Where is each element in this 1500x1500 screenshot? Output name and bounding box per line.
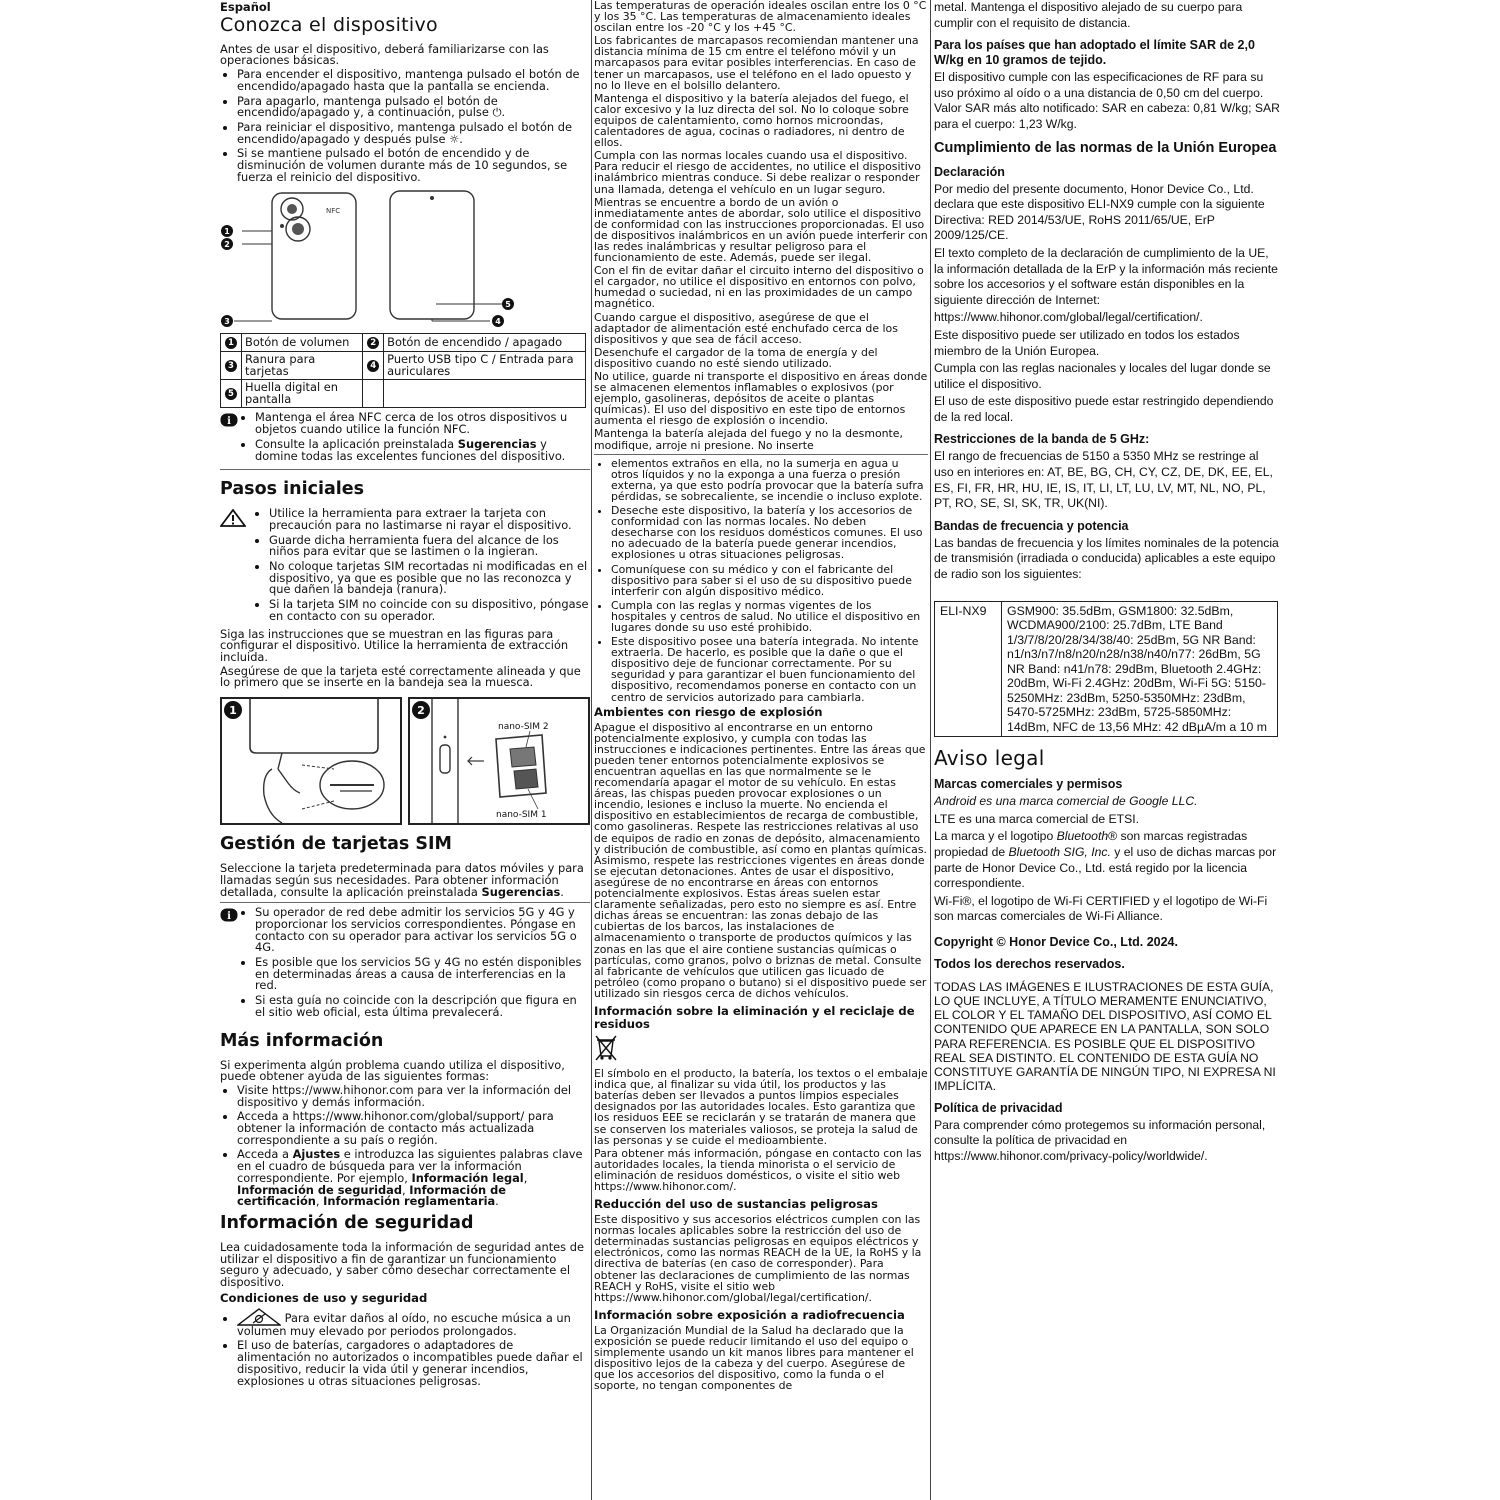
heading-rf-exposure: Información sobre exposición a radiofrecuencia <box>594 1307 905 1322</box>
intro-text: Antes de usar el dispositivo, deberá familiarizarse con las operaciones básicas. <box>220 41 549 68</box>
heading-hazardous: Reducción del uso de sustancias peligrosas <box>594 1197 878 1212</box>
paragraph: LTE es una marca comercial de ETSI. <box>934 811 1140 826</box>
step-1-illustration <box>222 699 400 823</box>
legend-number: 4 <box>367 360 379 372</box>
heading-5ghz: Restricciones de la banda de 5 GHz: <box>934 432 1150 447</box>
svg-text:i: i <box>227 911 231 923</box>
note-box <box>220 907 590 1021</box>
warning-box <box>220 508 590 625</box>
list-item: • Deseche este dispositivo, la batería y los accesorios de conformidad con las normas locales. No deben desecharse con los residuos domésticos comunes. El uso no adecuado de la batería puede generar incendios, explosiones u otras situaciones peligrosas. <box>611 505 928 560</box>
safety-list <box>594 458 928 703</box>
heading-legal-notice: Aviso legal <box>934 746 1045 771</box>
paragraph: Cumpla con las normas locales cuando usa el dispositivo. Para reducir el riesgo de accidentes, no utilice el dispositivo inalámbrico mientras conduce. Si debe realizar o responder una llamada, detenga el vehículo en un lugar seguro. <box>594 149 921 196</box>
conditions-list <box>220 1308 590 1388</box>
svg-text:1: 1 <box>224 227 230 237</box>
paragraph: Android es una marca comercial de Google LLC. <box>934 794 1198 809</box>
paragraph: El símbolo en el producto, la batería, los textos o el embalaje indica que, al finalizar su vida útil, los productos y las baterías deben ser llevados a puntos limpios especiales designados por las autoridades locales. Esto garantiza que los residuos EEE se reciclarán y se tratarán de manera que se conserven los materiales valiosos, se proteja la salud de las personas y se cuide el medioambiente. <box>594 1067 928 1147</box>
heading-know-device: Conozca el dispositivo <box>220 13 438 36</box>
paragraph: Cumpla con las reglas nacionales y locales del lugar donde se utilice el dispositivo. <box>934 361 1271 391</box>
heading-eu-compliance: Cumplimiento de las normas de la Unión Europea <box>934 139 1277 156</box>
table-row <box>221 334 586 352</box>
table-cell: Puerto USB tipo C / Entrada para auriculares <box>384 352 586 380</box>
heading-privacy: Política de privacidad <box>934 1100 1063 1115</box>
table-cell: Botón de encendido / apagado <box>384 334 586 352</box>
list-item: • Visite https://www.hihonor.com para ver la información del dispositivo y demás información. <box>237 1085 590 1108</box>
legend-number: 3 <box>225 360 237 372</box>
list-item: • No coloque tarjetas SIM recortadas ni modificadas en el dispositivo, ya que es posible que no las reconozca y que dañen la bandeja (ranura). <box>269 561 590 596</box>
step-1-frame <box>220 697 402 825</box>
heading-sar: Para los países que han adoptado el límite SAR de 2,0 W/kg en 10 gramos de tejido. <box>934 38 1255 68</box>
paragraph: Con el fin de evitar dañar el circuito interno del dispositivo o el cargador, no utilice el dispositivo en entornos con polvo, humedad o suciedad, ni en las proximidades de un campo magnético. <box>594 264 924 311</box>
bands-cell: GSM900: 35.5dBm, GSM1800: 32.5dBm, WCDMA900/2100: 25.7dBm, LTE Band 1/3/7/8/20/28/34/38/40: 25dBm, 5G NR Band: n1/n3/n7/n8/n20/n28/n38/n40/n77: 26dBm, 5G NR Band: n41/n78: 29dBm, Bluetooth 2.4GHz: 20dBm, Wi-Fi 2.4GHz: 20dBm, Wi-Fi 5G: 5150-5250MHz: 23dBm, 5250-5350MHz: 23dBm, 5470-5725MHz: 23dBm, 5725-5850MHz: 14dBm, NFC de 13,56 MHz: 42 dBµA/m a 10 m <box>1002 601 1278 737</box>
language-label: Español <box>220 0 271 14</box>
column-divider <box>930 0 931 1500</box>
list-item: • Guarde dicha herramienta fuera del alcance de los niños para evitar que se lastimen o la ingieran. <box>269 535 590 558</box>
paragraph: El uso de este dispositivo puede estar restringido dependiendo de la red local. <box>934 394 1274 424</box>
legend-number: 1 <box>225 337 237 349</box>
list-item: • Si la tarjeta SIM no coincide con su dispositivo, póngase en contacto con su operador. <box>269 599 590 622</box>
heading-conditions: Condiciones de uso y seguridad <box>220 1290 428 1305</box>
heading-sim-management: Gestión de tarjetas SIM <box>220 834 452 855</box>
column-divider <box>591 0 592 1500</box>
list-item <box>237 1308 590 1338</box>
table-row <box>935 601 1278 737</box>
list-item: • Consulte la aplicación preinstalada Sugerencias y domine todas las excelentes funciones del dispositivo. <box>255 439 590 462</box>
section-divider <box>594 454 928 455</box>
paragraph: Para obtener más información, póngase en contacto con las autoridades locales, la tienda minorista o el servicio de eliminación de residuos domésticos, o visite el sitio web https://www.hihonor.com/. <box>594 1146 922 1193</box>
paragraph: Las temperaturas de operación ideales oscilan entre los 0 °C y los 35 °C. Las temperaturas de almacenamiento ideales oscilan entre los -20 °C y los +45 °C. <box>594 0 927 35</box>
paragraph: Lea cuidadosamente toda la información de seguridad antes de utilizar el dispositivo a fin de garantizar un funcionamiento seguro y adecuado, y saber cómo desechar correctamente el dispositivo. <box>220 1239 584 1290</box>
heading-declaration: Declaración <box>934 164 1005 179</box>
heading-explosion: Ambientes con riesgo de explosión <box>594 704 823 719</box>
note-icon <box>220 907 240 1021</box>
column-3 <box>934 0 1280 1500</box>
step-2-frame <box>408 697 590 825</box>
nano-sim-2-label: nano-SIM 2 <box>498 722 549 733</box>
note-icon <box>220 412 240 465</box>
know-list <box>220 69 590 183</box>
disclaimer-paragraph: TODAS LAS IMÁGENES E ILUSTRACIONES DE ESTA GUÍA, LO QUE INCLUYE, A TÍTULO MERAMENTE ENUNCIATIVO, EL COLOR Y EL TAMAÑO DEL DISPOSITIVO, ASÍ COMO EL CONTENIDO QUE APARECE EN LA PANTALLA, SON SOLO PARA REFERENCIA. ES POSIBLE QUE EL DISPOSITIVO REAL SEA DISTINTO. EL CONTENIDO DE ESTA GUÍA NO CONSTITUYE GARANTÍA DE NINGÚN TIPO, NI EXPRESA NI IMPLÍCITA. <box>934 979 1276 1094</box>
list-item: • Para encender el dispositivo, mantenga pulsado el botón de encendido/apagado hasta que la pantalla se encienda. <box>237 69 590 92</box>
svg-text:2: 2 <box>224 240 230 250</box>
list-item: • Mantenga el área NFC cerca de los otros dispositivos u objetos cuando utilice la función NFC. <box>255 412 590 435</box>
paragraph: La marca y el logotipo Bluetooth® son marcas registradas propiedad de Bluetooth SIG, Inc. y el uso de dichas marcas por parte de Honor Device Co., Ltd. está regido por la licencia correspondiente. <box>934 829 1277 891</box>
model-cell: ELI-NX9 <box>935 601 1002 737</box>
legend-number: 5 <box>225 388 237 400</box>
more-list <box>220 1082 590 1209</box>
rights-line: Todos los derechos reservados. <box>934 956 1125 971</box>
svg-text:2: 2 <box>417 704 425 718</box>
sim-install-figure <box>220 697 590 825</box>
paragraph: La Organización Mundial de la Salud ha declarado que la exposición se puede reducir limitando el uso del equipo o simplemente usando un kit manos libres para mantener el dispositivo lejos de la cabeza y del cuerpo. Asegúrese de que los accesorios del dispositivo, como la funda o el soporte, no tengan componentes de <box>594 1323 914 1393</box>
list-item: • Comuníquese con su médico y con el fabricante del dispositivo para saber si el uso de su dispositivo puede interferir con algún dispositivo médico. <box>611 564 928 597</box>
warning-icon <box>220 508 254 625</box>
table-row <box>221 352 586 380</box>
nfc-label: NFC <box>326 207 341 216</box>
paragraph: Mantenga el dispositivo y la batería alejados del fuego, el calor excesivo y la luz directa del sol. No lo coloque sobre equipos de calentamiento, como hornos microondas, calentadores de agua, cocinas o radiadores, ni dentro de ellos. <box>594 91 909 150</box>
table-cell <box>384 380 586 408</box>
certification-url: https://www.hihonor.com/global/legal/certification/. <box>934 310 1203 325</box>
list-item: • Acceda a Ajustes e introduzca las siguientes palabras clave en el cuadro de búsqueda para ver la información correspondiente. Por ejemplo, Información legal, Información de seguridad, Información de certificación, Información reglamentaria. <box>237 1149 590 1208</box>
nano-sim-1-label: nano-SIM 1 <box>496 810 547 821</box>
svg-text:1: 1 <box>229 704 237 718</box>
list-item: • El uso de baterías, cargadores o adaptadores de alimentación no autorizados o incompatibles puede dañar el dispositivo, reducir la vida útil y generar incendios, explosiones u otras situaciones peligrosas. <box>237 1340 590 1387</box>
device-illustration <box>220 189 580 329</box>
paragraph: El rango de frecuencias de 5150 a 5350 MHz se restringe al uso en interiores en: AT, BE, BG, CH, CY, CZ, DE, DK, EE, EL, ES, FI, FR, HR, HU, IE, IS, IT, LI, LT, LU, LV, MT, NL, NO, PL, PT, RO, SE, SI, SK, TR, UK(NI). <box>934 449 1273 511</box>
list-item: • Su operador de red debe admitir los servicios 5G y 4G y proporcionar los servicios correspondientes. Póngase en contacto con su operador para activar los servicios 5G o 4G. <box>255 907 590 954</box>
paragraph: Mantenga la batería alejada del fuego y no la desmonte, modifique, arroje ni presione. No inserte <box>594 427 903 452</box>
list-item: • Acceda a https://www.hihonor.com/global/support/ para obtener la información de contacto más actualizada correspondiente a su país o región. <box>237 1111 590 1146</box>
paragraph: Cuando cargue el dispositivo, asegúrese de que el adaptador de alimentación esté enchufado cerca de los dispositivos y que sea de fácil acceso. <box>594 310 898 346</box>
note-box <box>220 412 590 465</box>
device-figure <box>220 189 580 329</box>
list-item: • Si esta guía no coincide con la descripción que figura en el sitio web oficial, esta última prevalecerá. <box>255 995 590 1018</box>
paragraph: Siga las instrucciones que se muestran en las figuras para configurar el dispositivo. Utilice la herramienta de extracción incluida. <box>220 626 569 664</box>
table-cell: Botón de volumen <box>242 334 363 352</box>
paragraph: Por medio del presente documento, Honor Device Co., Ltd. declara que este dispositivo ELI-NX9 cumple con la siguiente Directiva: RED 2014/53/UE, RoHS 2011/65/UE, ErP 2009/125/CE. <box>934 181 1265 243</box>
paragraph: Si experimenta algún problema cuando utiliza el dispositivo, puede obtener ayuda de las siguientes formas: <box>220 1057 565 1084</box>
paragraph: metal. Mantenga el dispositivo alejado de su cuerpo para cumplir con el requisito de distancia. <box>934 0 1243 30</box>
paragraph: No utilice, guarde ni transporte el dispositivo en áreas donde se almacenen elementos inflamables o explosivos (por ejemplo, gasolineras, depósitos de aceite o plantas químicas). El uso del dispositivo en este tipo de entornos aumenta el riesgo de explosión o incendio. <box>594 370 928 428</box>
hearing-warning-text: Para evitar daños al oído, no escuche música a un volumen muy elevado por periodos prolongados. <box>237 1310 571 1338</box>
svg-text:3: 3 <box>224 317 230 327</box>
column-2 <box>594 0 928 1500</box>
table-row <box>221 380 586 408</box>
paragraph: El dispositivo cumple con las especificaciones de RF para su uso próximo al oído o a una distancia de 0,50 cm del cuerpo. Valor SAR más alto notificado: SAR en cabeza: 0,81 W/kg; SAR para el cuerpo: 1,23 W/kg. <box>934 70 1280 131</box>
copyright-line: Copyright © Honor Device Co., Ltd. 2024. <box>934 934 1178 949</box>
svg-text:4: 4 <box>495 317 501 327</box>
list-item: • Cumpla con las reglas y normas vigentes de los hospitales y centros de salud. No utilice el dispositivo en lugares donde su uso esté prohibido. <box>611 600 928 633</box>
section-divider <box>220 902 590 903</box>
column-1 <box>220 0 590 1500</box>
list-item: • Este dispositivo posee una batería integrada. No intente extraerla. De hacerlo, es posible que la dañe o que el dispositivo deje de funcionar correctamente. Por su seguridad y para garantizar el buen funcionamiento del dispositivo, recomendamos ponerse en contacto con un centro de servicios autorizado para cambiarla. <box>611 636 928 703</box>
legend-number: 2 <box>367 337 379 349</box>
heading-trademarks: Marcas comerciales y permisos <box>934 777 1123 792</box>
paragraph: Para comprender cómo protegemos su información personal, consulte la política de privacidad en https://www.hihonor.com/privacy-policy/worldwide/. <box>934 1117 1266 1163</box>
step-2-illustration <box>410 699 588 823</box>
table-cell: Ranura para tarjetas <box>242 352 363 380</box>
paragraph: El texto completo de la declaración de cumplimiento de la UE, la información detallada de la ErP y la información más reciente sobre los accesorios y el software están disponibles en la siguiente dirección de Internet: <box>934 245 1278 307</box>
section-divider <box>220 469 590 470</box>
frequency-table <box>934 601 1278 738</box>
list-item: • Es posible que los servicios 5G y 4G no estén disponibles en determinadas áreas a causa de interferencias en la red. <box>255 957 590 992</box>
heading-disposal: Información sobre la eliminación y el reciclaje de residuos <box>594 1003 915 1031</box>
heading-more-info: Más información <box>220 1030 384 1051</box>
list-item: • Para apagarlo, mantenga pulsado el botón de encendido/apagado y, a continuación, pulse ⏻. <box>237 96 590 119</box>
paragraph: Las bandas de frecuencia y los límites nominales de la potencia de transmisión (irradiada o conducida) aplicables a este equipo de radio son los siguientes: <box>934 535 1279 582</box>
heading-safety-info: Información de seguridad <box>220 1212 474 1233</box>
heading-getting-started: Pasos iniciales <box>220 479 365 500</box>
paragraph: Este dispositivo puede ser utilizado en todos los estados miembro de la Unión Europea. <box>934 327 1240 358</box>
paragraph: Este dispositivo y sus accesorios eléctricos cumplen con las normas locales aplicables sobre la restricción del uso de determinadas sustancias peligrosas en equipos eléctricos y electrónicos, como las normas REACH de la UE, la RoHS y la directiva de baterías (en caso de corresponder). Para obtener las declaraciones de cumplimiento de las normas REACH y RoHS, visite el sitio web https://www.hihonor.com/global/legal/certification/. <box>594 1213 922 1304</box>
list-item: • Para reiniciar el dispositivo, mantenga pulsado el botón de encendido/apagado y después pulse ☼. <box>237 122 590 145</box>
paragraph: Mientras se encuentre a bordo de un avión o inmediatamente antes de abordar, solo utilice el dispositivo de conformidad con las instrucciones proporcionadas. El uso de dispositivos inalámbricos en un avión puede interferir con las redes inalámbricas y resultar peligroso para el funcionamiento de este. Además, puede ser ilegal. <box>594 195 928 265</box>
svg-text:i: i <box>227 416 231 428</box>
paragraph: Los fabricantes de marcapasos recomiendan mantener una distancia mínima de 15 cm entre el teléfono móvil y un marcapasos para evitar posibles interferencias. En caso de tener un marcapasos, use el teléfono en el lado opuesto y no lo lleve en el bolsillo delantero. <box>594 34 919 92</box>
svg-text:5: 5 <box>505 300 511 310</box>
paragraph: Asegúrese de que la tarjeta esté correctamente alineada y que lo primero que se inserte en la bandeja sea la muesca. <box>220 663 581 690</box>
list-item: • Utilice la herramienta para extraer la tarjeta con precaución para no lastimarse ni rayar el dispositivo. <box>269 508 590 531</box>
table-cell: Huella digital en pantalla <box>242 380 363 408</box>
paragraph: Desenchufe el cargador de la toma de energía y del dispositivo cuando no esté siendo utilizado. <box>594 345 878 370</box>
heading-freq-power: Bandas de frecuencia y potencia <box>934 518 1129 533</box>
list-item: • Si se mantiene pulsado el botón de encendido y de disminución de volumen durante más de 10 segundos, se fuerza el reinicio del dispositivo. <box>237 148 590 183</box>
paragraph: Seleccione la tarjeta predeterminada para datos móviles y para llamadas según sus necesidades. Para obtener información detallada, consulte la aplicación preinstalada Sugerencias. <box>220 861 584 899</box>
weee-bin-icon <box>594 1034 928 1064</box>
list-item: • elementos extraños en ella, no la sumerja en agua u otros líquidos y no la exponga a una fuerza o presión externa, ya que esto podría provocar que la batería sufra pérdidas, se sobrecaliente, se incendie o incluso explote. <box>611 458 928 502</box>
paragraph: Apague el dispositivo al encontrarse en un entorno potencialmente explosivo, y cumpla con todas las instrucciones e indicaciones pertinentes. Entre las áreas que pueden tener entornos potencialmente explosivos se encuentran aquellas en las que normalmente se le recomendaría apagar el motor de su vehículo. En estas áreas, las chispas pueden provocar explosiones o un incendio, lesiones e incluso la muerte. No encienda el dispositivo en establecimientos de recarga de combustible, como gasolineras. Respete las restricciones relativas al uso de equipos de radio en zonas de depósito, almacenamiento y distribución de combustible, así como en plantas químicas. Asimismo, respete las restricciones vigentes en áreas donde se ejecutan detonaciones. Antes de usar el dispositivo, asegúrese de no encontrarse en áreas con entornos potencialmente explosivos. Estas áreas suelen estar claramente señalizadas, pero esto no siempre es así. Entre dichas áreas se encuentran: las zonas debajo de las cubiertas de los barcos, las instalaciones de almacenamiento o transporte de productos químicos y las zonas en las que el aire contiene sustancias químicas o partículas, como granos, polvo o briznas de metal. Consulte al fabricante de vehículos que utilicen gas licuado de petróleo (como propano o butano) si el dispositivo puede ser utilizado sin riesgos cerca de dichos vehículos. <box>594 720 927 1000</box>
parts-legend-table <box>220 333 586 408</box>
paragraph: Wi-Fi®, el logotipo de Wi-Fi CERTIFIED y el logotipo de Wi-Fi son marcas comerciales de Wi-Fi Alliance. <box>934 893 1268 924</box>
